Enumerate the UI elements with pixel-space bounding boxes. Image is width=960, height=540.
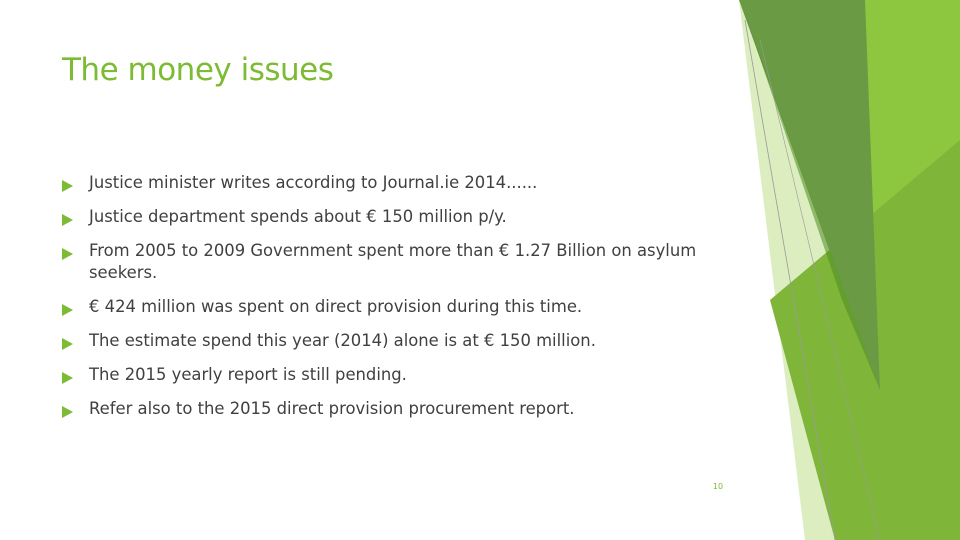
bullet-text-5: The estimate spend this year (2014) alone is at € 150 million. [89,331,596,350]
bullet-item-4 [62,296,702,318]
bullet-list [62,172,702,432]
bullet-text-1: Justice minister writes according to Journal.ie 2014...... [89,173,538,192]
triangle-bullet-icon [62,372,73,384]
triangle-bullet-icon [62,338,73,350]
triangle-bullet-icon [62,214,73,226]
bullet-text-3: From 2005 to 2009 Government spent more than € 1.27 Billion on asylum seekers. [89,241,697,282]
bullet-text-4: € 424 million was spent on direct provision during this time. [89,297,583,316]
bullet-item-3 [62,240,702,284]
bullet-text-2: Justice department spends about € 150 million p/y. [89,207,507,226]
bullet-item-7 [62,398,702,420]
slide-number: 10 [712,482,724,491]
triangle-bullet-icon [62,406,73,418]
bullet-item-5 [62,330,702,352]
triangle-bullet-icon [62,180,73,192]
bullet-text-6: The 2015 yearly report is still pending. [89,365,407,384]
triangle-bullet-icon [62,248,73,260]
triangle-bullet-icon [62,304,73,316]
bullet-item-6 [62,364,702,386]
bullet-text-7: Refer also to the 2015 direct provision procurement report. [89,399,575,418]
bullet-item-1 [62,172,702,194]
bullet-item-2 [62,206,702,228]
slide-title: The money issues [62,52,334,88]
